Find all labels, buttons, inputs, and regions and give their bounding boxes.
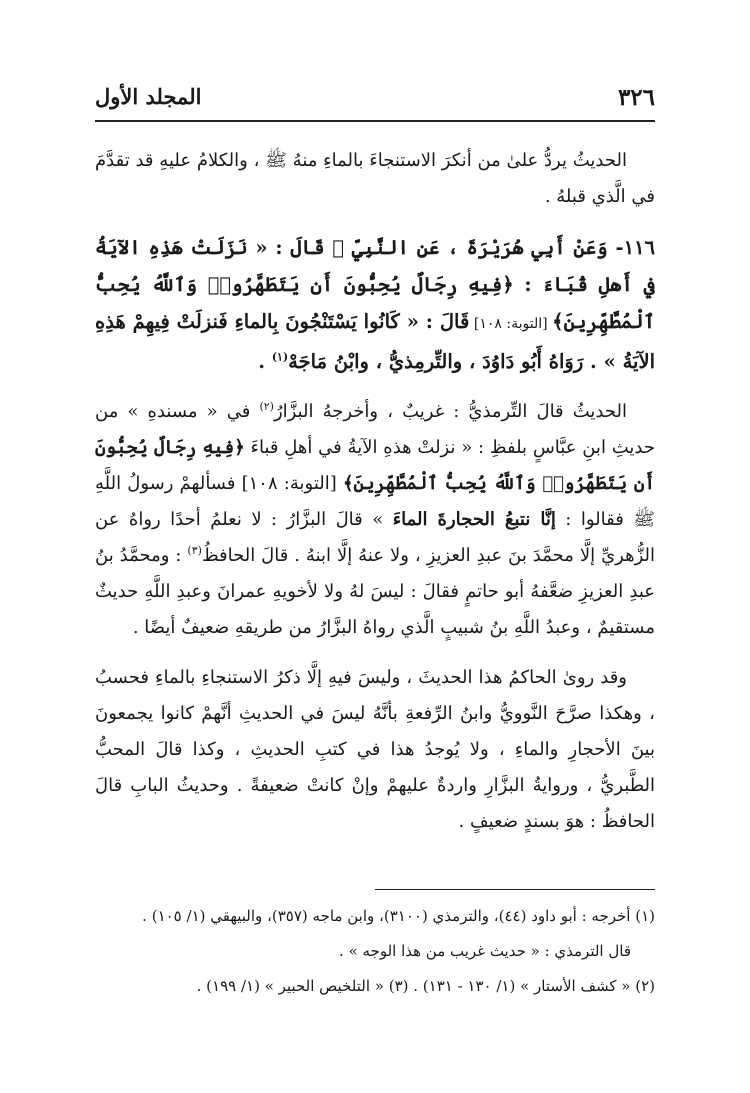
quran-reference: [التوبة: ١٠٨] [469, 316, 553, 332]
footnote-2-3: (٢) « كشف الأستار » (١/ ١٣٠ - ١٣١) . (٣) « التلخيص الحبير » (١/ ١٩٩) . [196, 977, 655, 995]
hadith-text: قَالَ : « كَانُوا يَسْتَنْجُونَ بِالماءِ فَنزلَتْ فِيهِمْ هَذِهِ الآيَةُ » . رَوَاهُ أَبُو دَاوُدَ ، والتِّرمِذيُّ ، وابْنُ مَاجَهْ [95, 310, 655, 373]
hadith-end: . [258, 350, 272, 373]
footnote-marker: (٢) [259, 400, 274, 413]
hadith-intro: ١١٦- وَعَنْ أَبِي هُرَيْرَةَ ، عَنِ النَّبِيِّ ﷺ قَالَ : « نَزَلَتْ هَذِهِ الآيَةُ في أَهلِ قُبَاءَ : [95, 236, 655, 296]
paragraph-commentary-intro: الحديثُ يردُّ علىٰ من أنكرَ الاستنجاءَ بالماءِ منهُ ﷺ ، والكلامُ عليهِ قد تقدَّمَ في الَّذي قبلهُ . [95, 150, 655, 207]
commentary-text: في « مسندهِ » من حديثِ ابنِ عبَّاسٍ بلفظِ : « نزلتْ هذهِ الآيةُ في أهلِ قباءَ [95, 401, 655, 458]
footnotes [95, 902, 655, 1007]
quran-verse: ﴿فِيهِ رِجَالٌ يُحِبُّونَ أَن يَتَطَهَّرُوا۟ وَٱللَّهُ يُحِبُّ ٱلْمُطَّهِّرِينَ﴾ [95, 273, 656, 333]
header-divider [95, 120, 655, 122]
commentary-text: [التوبة: ١٠٨] فسألهمْ رسولُ اللَّهِ ﷺ فقالوا : [95, 473, 656, 530]
footnote-divider [375, 889, 655, 890]
footnote-1-continued: قال الترمذي : « حديث غريب من هذا الوجه » . [339, 942, 631, 960]
footnote-marker: (١) [271, 350, 289, 364]
page-number: ٣٢٦ [617, 84, 655, 111]
commentary-text: الحديثُ قالَ التِّرمذيُّ : غريبٌ ، وأخرجهُ البزَّارُ [273, 401, 627, 422]
paragraph-commentary-hakim: وقد روىٰ الحاكمُ هذا الحديثَ ، وليسَ فيهِ إلَّا ذكرُ الاستنجاءِ بالماءِ فحسبُ ، وهكذا صرَّحَ النَّوويُّ وابنُ الرِّفعةِ بأنَّهُ ليسَ في الحديثِ أنَّهمْ كانوا يجمعونَ بينَ الأحجارِ والماءِ ، ولا يُوجدُ هذا في كتبِ الحديثِ ، وكذا قالَ المحبُّ الطَّبريُّ ، وروايةُ البزَّارِ واردةٌ عليهمْ وإنْ كانتْ ضعيفةً . وحديثُ البابِ قالَ الحافظُ : هوَ بسندٍ ضعيفٍ . [95, 667, 655, 832]
main-text [95, 143, 655, 854]
footnote-1: (١) أخرجه : أبو داود (٤٤)، والترمذي (٣١٠٠)، وابن ماجه (٣٥٧)، والبيهقي (١/ ١٠٥) . [142, 907, 655, 925]
volume-title: المجلد الأول [95, 84, 202, 109]
hadith-116 [95, 229, 655, 380]
paragraph-commentary-tirmidhi [95, 394, 655, 646]
commentary-text: : ومحمَّدُ بنُ عبدِ العزيزِ ضعَّفهُ أبو حاتمٍ فقالَ : ليسَ لهُ ولا لأخويهِ عمرانَ وعبدِ اللَّهِ حديثٌ مستقيمٌ ، وعبدُ اللَّهِ بنُ شبيبٍ الَّذي رواهُ البزَّارُ من طريقهِ ضعيفٌ أيضًا . [95, 545, 655, 638]
footnote-marker: (٣) [187, 544, 202, 557]
bold-quote: إنَّا نتبعُ الحجارةَ الماءَ [392, 509, 556, 530]
commentary-text: » قالَ البزَّارُ : لا نعلمُ أحدًا رواهُ عن الزُّهريِّ إلَّا محمَّدَ بنَ عبدِ العزيزِ ، ولا عنهُ إلَّا ابنهُ . قالَ الحافظُ [95, 509, 656, 566]
running-header [95, 84, 655, 114]
quran-verse: ﴿فِيهِ رِجَالٌ يُحِبُّونَ أَن يَتَطَهَّرُوا۟ وَٱللَّهُ يُحِبُّ ٱلْمُطَّهِّرِينَ﴾ [95, 437, 656, 494]
